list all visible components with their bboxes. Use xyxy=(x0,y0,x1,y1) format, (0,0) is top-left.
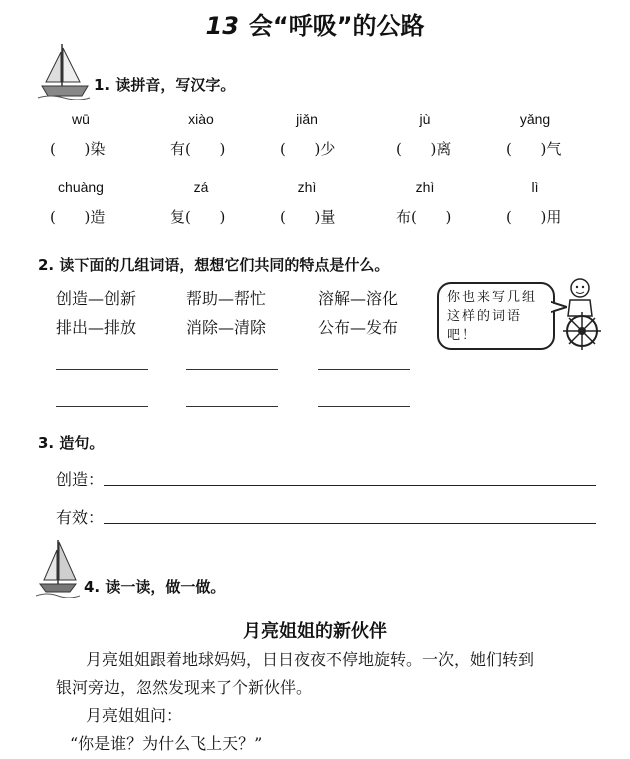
sailboat-icon xyxy=(36,538,80,598)
answer-blank[interactable] xyxy=(186,406,278,407)
sentence-line[interactable] xyxy=(104,485,596,486)
char-blank[interactable]: ( )用 xyxy=(506,208,562,226)
char-blank[interactable]: ( )气 xyxy=(506,140,562,158)
lesson-title: 会“呼吸”的公路 xyxy=(248,12,425,40)
answer-blank[interactable] xyxy=(186,369,278,370)
speech-bubble: 你也来写几组这样的词语吧！ xyxy=(437,282,555,350)
section3-heading: 3. 造句。 xyxy=(38,434,105,452)
answer-blank[interactable] xyxy=(318,406,410,407)
lesson-number: 13 xyxy=(205,12,239,40)
sentence-label: 有效： xyxy=(56,508,105,527)
char-blank[interactable]: 有( ) xyxy=(170,140,226,158)
pinyin-label: xiào xyxy=(188,111,214,127)
char-blank[interactable]: ( )离 xyxy=(396,140,452,158)
section1-heading: 1. 读拼音，写汉字。 xyxy=(94,76,236,94)
word-pair: 溶解—溶化 xyxy=(318,289,399,308)
story-paragraph: 银河旁边，忽然发现来了个新伙伴。 xyxy=(56,678,313,697)
section4-heading: 4. 读一读，做一做。 xyxy=(84,578,226,596)
pinyin-label: jù xyxy=(419,111,431,127)
story-title: 月亮姐姐的新伙伴 xyxy=(243,621,387,642)
child-at-wheel-icon xyxy=(558,276,608,354)
pinyin-label: lì xyxy=(531,179,539,195)
pinyin-label: zá xyxy=(193,179,209,195)
word-pair: 帮助—帮忙 xyxy=(186,289,267,308)
word-pair: 排出—排放 xyxy=(56,318,137,337)
pinyin-label: zhì xyxy=(297,179,317,195)
pinyin-label: yǎng xyxy=(519,111,551,127)
pinyin-label: wū xyxy=(72,111,90,127)
pinyin-label: zhì xyxy=(415,179,435,195)
story-paragraph: 月亮姐姐跟着地球妈妈，日日夜夜不停地旋转。一次，她们转到 xyxy=(86,650,535,669)
char-blank[interactable]: ( )量 xyxy=(280,208,336,226)
char-blank[interactable]: ( )少 xyxy=(280,140,336,158)
char-blank[interactable]: ( )染 xyxy=(50,140,106,158)
char-blank[interactable]: 复( ) xyxy=(170,208,226,226)
section2-heading: 2. 读下面的几组词语，想想它们共同的特点是什么。 xyxy=(38,256,390,274)
pinyin-label: chuàng xyxy=(58,179,104,195)
page-title xyxy=(0,6,630,41)
char-blank[interactable]: 布( ) xyxy=(396,208,452,226)
sentence-line[interactable] xyxy=(104,523,596,524)
pinyin-label: jiǎn xyxy=(296,111,318,127)
story-paragraph: “你是谁？为什么飞上天？” xyxy=(70,734,263,753)
answer-blank[interactable] xyxy=(318,369,410,370)
answer-blank[interactable] xyxy=(56,406,148,407)
story-paragraph: 月亮姐姐问： xyxy=(86,706,183,725)
char-blank[interactable]: ( )造 xyxy=(50,208,106,226)
sailboat-icon xyxy=(36,42,92,100)
word-pair: 创造—创新 xyxy=(56,289,137,308)
word-pair: 公布—发布 xyxy=(318,318,399,337)
word-pair: 消除—清除 xyxy=(186,318,267,337)
answer-blank[interactable] xyxy=(56,369,148,370)
sentence-label: 创造： xyxy=(56,470,105,489)
